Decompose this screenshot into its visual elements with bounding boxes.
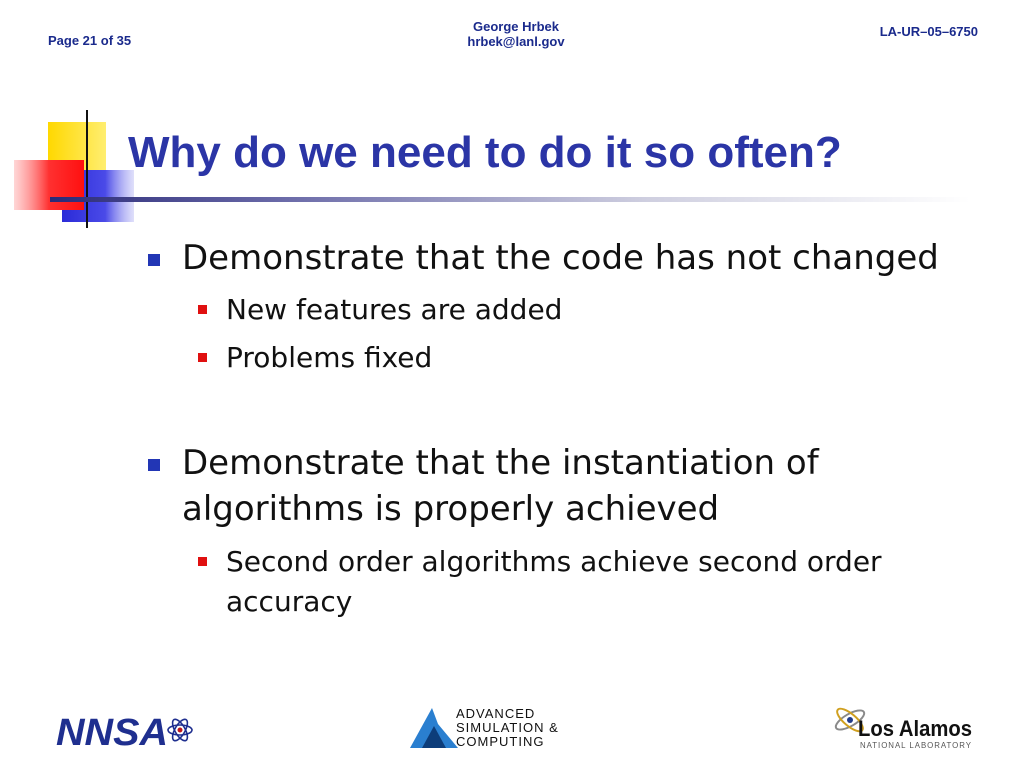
atom-icon xyxy=(168,717,192,743)
report-number: LA-UR–05–6750 xyxy=(879,24,978,39)
asc-line: ADVANCED xyxy=(456,706,536,721)
author-block xyxy=(0,19,1024,49)
title-underline xyxy=(50,197,970,202)
asc-logo xyxy=(408,704,578,752)
bullet-item xyxy=(182,440,982,532)
sub-bullet-item: Problems fixed xyxy=(226,338,986,378)
bullet-line: algorithms is properly achieved xyxy=(182,489,720,529)
author-email: hrbek@lanl.gov xyxy=(467,34,565,49)
slide-title: Why do we need to do it so often? xyxy=(128,128,842,177)
bullet-item: Demonstrate that the code has not changed xyxy=(182,235,982,281)
lanl-subtitle: NATIONAL LABORATORY xyxy=(860,741,972,750)
sub-bullet-line: accuracy xyxy=(226,585,353,618)
asc-line: COMPUTING xyxy=(456,734,545,749)
nnsa-wordmark: NNSA xyxy=(56,712,168,752)
red-square xyxy=(14,160,84,210)
page-number: Page 21 of 35 xyxy=(48,33,132,48)
asc-line: SIMULATION & xyxy=(456,720,559,735)
corner-decoration xyxy=(0,0,140,240)
lanl-wordmark: Los Alamos xyxy=(858,716,972,741)
bullet-line: Demonstrate that the instantiation of xyxy=(182,443,819,483)
sub-bullet-item: New features are added xyxy=(226,290,986,330)
sub-bullet-line: Second order algorithms achieve second order xyxy=(226,545,882,578)
los-alamos-logo xyxy=(828,696,978,752)
author-name: George Hrbek xyxy=(473,19,559,34)
nnsa-logo xyxy=(56,712,196,752)
sub-bullet-item xyxy=(226,542,986,622)
